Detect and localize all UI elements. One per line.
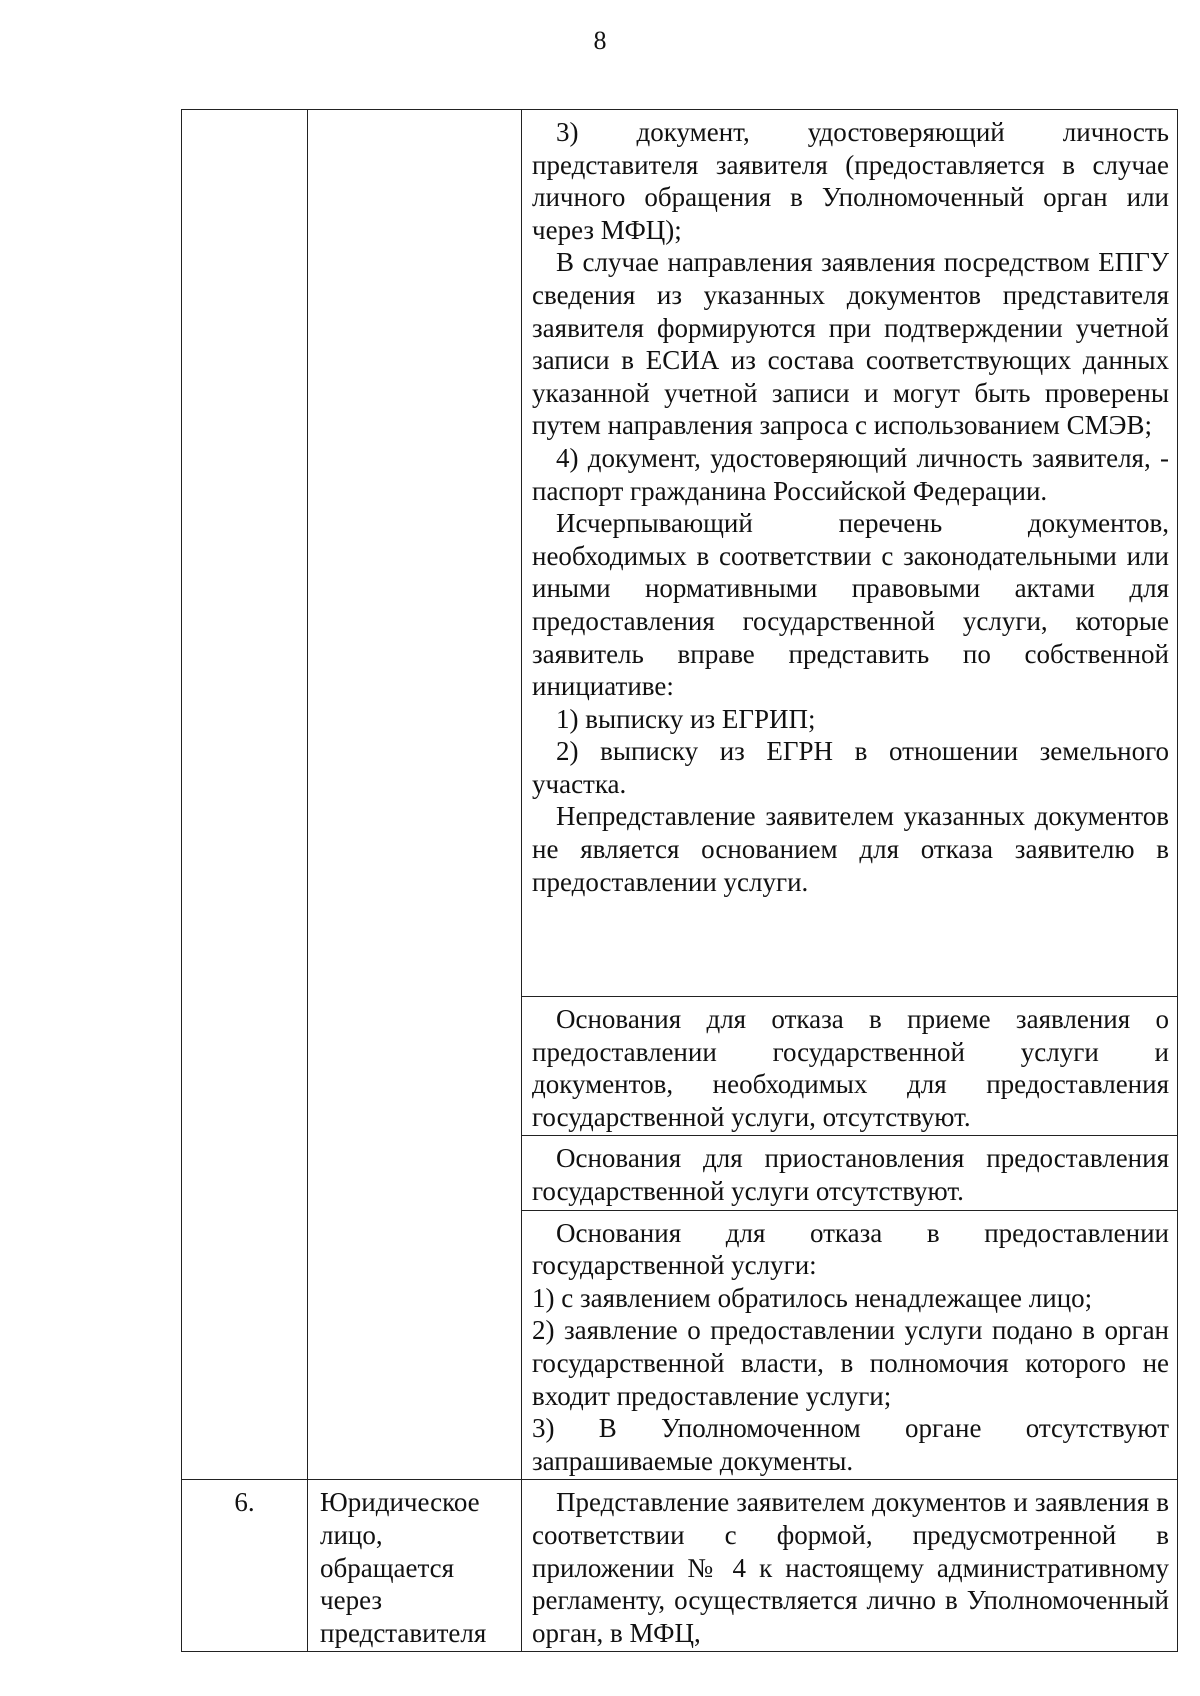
- label-line: обращается: [320, 1552, 455, 1583]
- paragraph: Представление заявителем документов и заявления в соответствии с формой, предусмотренной в приложении № 4 к настоящему административному регламенту, осуществляется лично в Уполномоченный орган, в МФЦ,: [532, 1487, 1169, 1648]
- regulation-table: [181, 109, 1178, 1652]
- category-cell: [308, 110, 522, 1480]
- label-line: Юридическое: [320, 1487, 480, 1518]
- category-label: [308, 1480, 522, 1652]
- paragraph: Непредставление заявителем указанных документов не является основанием для отказа заявителю в предоставлении услуги.: [532, 801, 1169, 897]
- content-cell: [522, 997, 1178, 1136]
- paragraph: 4) документ, удостоверяющий личность заявителя, - паспорт гражданина Российской Федерации.: [532, 442, 1169, 506]
- label-line: представителя: [320, 1617, 487, 1648]
- paragraph: 3) В Уполномоченном органе отсутствуют запрашиваемые документы.: [532, 1413, 1169, 1476]
- paragraph: Исчерпывающий перечень документов, необходимых в соответствии с законодательными или иными нормативными правовыми актами для предоставления государственной услуги, которые заявитель вправе представить по собственной инициативе:: [532, 508, 1169, 702]
- paragraph: Основания для приостановления предоставления государственной услуги отсутствуют.: [532, 1143, 1169, 1206]
- label-line: лицо,: [320, 1519, 383, 1550]
- row-number: 6.: [182, 1480, 308, 1652]
- paragraph: 1) выписку из ЕГРИП;: [556, 703, 816, 734]
- table-row: [182, 110, 1178, 997]
- table-row: [182, 1480, 1178, 1652]
- content-cell: [522, 1210, 1178, 1480]
- paragraph: 1) с заявлением обратилось ненадлежащее лицо;: [532, 1282, 1093, 1313]
- paragraph: В случае направления заявления посредством ЕПГУ сведения из указанных документов представителя заявителя формируются при подтверждении учетной записи в ЕСИА из состава соответствующих данных указанной учетной записи и могут быть проверены путем направления запроса с использованием СМЭВ;: [532, 247, 1169, 441]
- paragraph: 3) документ, удостоверяющий личность представителя заявителя (предоставляется в случае личного обращения в Уполномоченный орган или через МФЦ);: [532, 117, 1169, 245]
- label-line: через: [320, 1585, 383, 1616]
- paragraph: 2) заявление о предоставлении услуги подано в орган государственной власти, в полномочия которого не входит предоставление услуги;: [532, 1315, 1169, 1411]
- paragraph: Основания для отказа в приеме заявления о предоставлении государственной услуги и документов, необходимых для предоставления государственной услуги, отсутствуют.: [532, 1004, 1169, 1132]
- paragraph: 2) выписку из ЕГРН в отношении земельного участка.: [532, 736, 1169, 799]
- paragraph: Основания для отказа в предоставлении государственной услуги:: [532, 1217, 1169, 1281]
- content-cell: [522, 1480, 1178, 1652]
- number-cell: [182, 110, 308, 1480]
- page-number: 8: [593, 26, 607, 55]
- content-cell: [522, 110, 1178, 997]
- content-cell: [522, 1136, 1178, 1210]
